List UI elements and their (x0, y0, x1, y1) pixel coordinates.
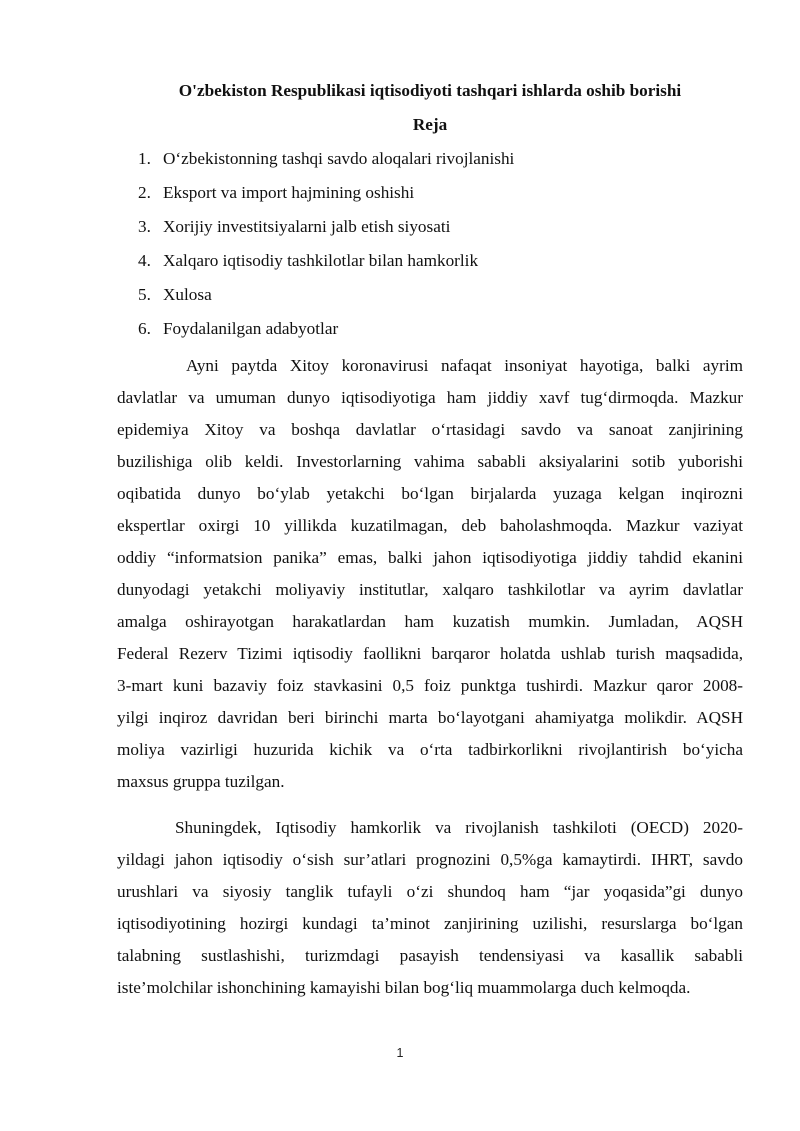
page-number: 1 (396, 1046, 404, 1060)
plan-item-text: Xalqaro iqtisodiy tashkilotlar bilan hamkorlik (163, 251, 479, 270)
paragraph-line: amalga oshirayotgan harakatlardan ham kuzatish mumkin. Jumladan, AQSH (117, 612, 743, 631)
plan-item-number: 4. (138, 251, 151, 270)
plan-list (138, 142, 743, 346)
paragraph-line: davlatlar va umuman dunyo iqtisodiyotiga ham jiddiy xavf tug‘dirmoqda. Mazkur (117, 388, 743, 407)
paragraph-line: Federal Rezerv Tizimi iqtisodiy faollikni barqaror holatda ushlab turish maqsadida, (117, 644, 743, 663)
plan-item-number: 6. (138, 319, 151, 338)
paragraph-line: yildagi jahon iqtisodiy o‘sish sur’atlari prognozini 0,5%ga kamaytirdi. IHRT, savdo (117, 850, 743, 869)
plan-item-number: 1. (138, 149, 151, 168)
plan-item-text: O‘zbekistonning tashqi savdo aloqalari rivojlanishi (163, 149, 515, 168)
plan-item (138, 278, 743, 312)
plan-item-text: Xorijiy investitsiyalarni jalb etish siyosati (163, 217, 451, 236)
paragraph-line: Ayni paytda Xitoy koronavirusi nafaqat insoniyat hayotiga, balki ayrim (186, 356, 743, 375)
plan-item (138, 176, 743, 210)
paragraph-2 (117, 812, 743, 1004)
paragraph-line: 3-mart kuni bazaviy foiz stavkasini 0,5 foiz punktga tushirdi. Mazkur qaror 2008- (117, 676, 743, 695)
document-title: O'zbekiston Respublikasi iqtisodiyoti tashqari ishlarda oshib borishi (178, 81, 682, 100)
paragraph-line: urushlari va siyosiy tanglik tufayli o‘zi shundoq ham “jar yoqasida”gi dunyo (117, 882, 743, 901)
paragraph-line: yilgi inqiroz davridan beri birinchi marta bo‘layotgani ahamiyatga molikdir. AQSH (117, 708, 743, 727)
paragraph-line: epidemiya Xitoy va boshqa davlatlar o‘rtasidagi savdo va sanoat zanjirining (117, 420, 743, 439)
paragraph-line: talabning sustlashishi, turizmdagi pasayish tendensiyasi va kasallik sababli (117, 946, 743, 965)
plan-item-number: 3. (138, 217, 151, 236)
plan-item (138, 312, 743, 346)
paragraph-line: buzilishiga olib keldi. Investorlarning vahima sababli aksiyalarini sotib yuborishi (117, 452, 743, 471)
plan-item-number: 5. (138, 285, 151, 304)
paragraph-line: moliya vazirligi huzurida kichik va o‘rta tadbirkorlikni rivojlantirish bo‘yicha (117, 740, 743, 759)
plan-item-number: 2. (138, 183, 151, 202)
paragraph-line: Shuningdek, Iqtisodiy hamkorlik va rivojlanish tashkiloti (OECD) 2020- (175, 818, 743, 837)
paragraph-line: oqibatida dunyo bo‘ylab yetakchi bo‘lgan birjalarda yuzaga kelgan inqirozni (117, 484, 743, 503)
paragraph-line: iqtisodiyotining hozirgi kundagi ta’minot zanjirining uzilishi, resurslarga bo‘lgan (117, 914, 743, 933)
paragraph-line: oddiy “informatsion panika” emas, balki jahon iqtisodiyotiga jiddiy tahdid ekanini (117, 548, 743, 567)
plan-item-text: Eksport va import hajmining oshishi (163, 183, 415, 202)
paragraph-1 (117, 350, 743, 798)
paragraph-line: iste’molchilar ishonchining kamayishi bilan bog‘liq muammolarga duch kelmoqda. (117, 978, 691, 997)
plan-heading: Reja (412, 115, 448, 134)
plan-item (138, 244, 743, 278)
paragraph-line: ekspertlar oxirgi 10 yillikda kuzatilmagan, deb baholashmoqda. Mazkur vaziyat (117, 516, 743, 535)
plan-item-text: Xulosa (163, 285, 212, 304)
plan-item (138, 142, 743, 176)
plan-item (138, 210, 743, 244)
paragraph-line: dunyodagi yetakchi moliyaviy institutlar, xalqaro tashkilotlar va ayrim davlatlar (117, 580, 743, 599)
paragraph-line: maxsus gruppa tuzilgan. (117, 772, 285, 791)
plan-item-text: Foydalanilgan adabyotlar (163, 319, 339, 338)
